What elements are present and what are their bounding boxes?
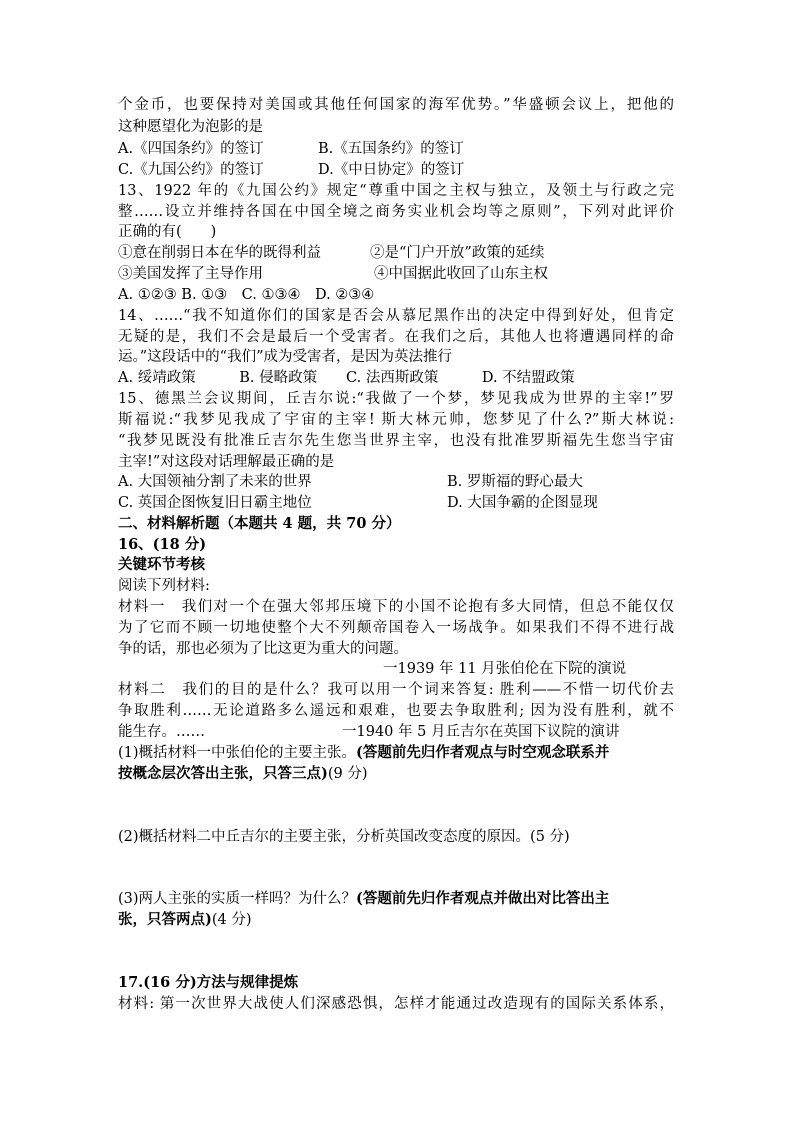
option-a: A. 大国领袖分割了未来的世界: [118, 474, 312, 490]
sub-question-3: (3)两人主张的实质一样吗？为什么？(答题前先归作者观点并做出对比答出主: [118, 890, 610, 907]
text-line: 能生存。……: [118, 724, 205, 740]
text-line: 按概念层次答出主张，只答三点)(9 分): [118, 765, 368, 782]
statement-2: ②是“门户开放”政策的延续: [370, 245, 545, 261]
text-line: 争的话，那也必须为了比这更为重大的问题。: [118, 641, 408, 657]
text-line: 阅读下列材料:: [118, 578, 210, 594]
statement-1: ①意在削弱日本在华的既得利益: [118, 245, 321, 261]
option-b: B. 罗斯福的野心最大: [447, 474, 583, 490]
question-15: 15、德黑兰会议期间，丘吉尔说:“我做了一个梦，梦见我成为世界的主宰!”罗: [118, 391, 674, 407]
question-16-heading: 16、(18 分): [118, 536, 207, 553]
answer-options: A. 绥靖政策 B. 侵略政策 C. 法西斯政策 D. 不结盟政策: [118, 370, 575, 386]
text-line: 运。”这段话中的“我们”成为受害者，是因为英法推行: [118, 349, 452, 365]
question-17-heading: 17.(16 分)方法与规律提炼: [118, 974, 299, 991]
sub-question-1: (1)概括材料一中张伯伦的主要主张。(答题前先归作者观点与时空观念联系并: [118, 744, 610, 761]
material-one: 材料一 我们对一个在强大邻邦压境下的小国不论抱有多大同情，但总不能仅仅: [118, 599, 674, 615]
subheading: 关键环节考核: [118, 556, 205, 573]
source-citation: 一1939 年 11 月张伯伦在下院的演说: [383, 661, 627, 677]
option-a: A.《四国条约》的签订: [118, 141, 264, 157]
material-two: 材料二 我们的目的是什么？我可以用一个词来答复: 胜利——不惜一切代价去: [118, 682, 674, 698]
text-line: 张，只答两点)(4 分): [118, 911, 252, 928]
statement-4: ④中国据此收回了山东主权: [374, 266, 548, 282]
text-line: 整……设立并维持各国在中国全境之商务实业机会均等之原则”，下列对此评价: [118, 204, 674, 220]
option-c: C.《九国公约》的签订: [118, 162, 264, 178]
text-line: 主宰!”对这段对话理解最正确的是: [118, 454, 335, 470]
text-line: 个金币，也要保持对美国或其他任何国家的海军优势。”华盛顿会议上，把他的: [118, 97, 674, 113]
answer-options: A. ①②③ B. ①③ C. ①③④ D. ②③④: [118, 287, 375, 303]
option-d: D.《中日协定》的签订: [318, 162, 465, 178]
source-citation: 一1940 年 5 月丘吉尔在英国下议院的演讲: [342, 724, 620, 740]
text-line: 正确的有( ): [118, 224, 217, 240]
question-14: 14、……“我不知道你们的国家是否会从慕尼黑作出的决定中得到好处，但肯定: [118, 308, 674, 324]
text-line: 斯福说:“我梦见我成了宇宙的主宰! 斯大林元帅，您梦见了什么?”斯大林说:: [118, 412, 674, 428]
option-c: C. 英国企图恢复旧日霸主地位: [118, 495, 312, 511]
question-13: 13、1922 年的《九国公约》规定“尊重中国之主权与独立，及领土与行政之完: [118, 183, 674, 199]
text-line: 无疑的是，我们不会是最后一个受害者。在我们之后，其他人也将遭遇同样的命: [118, 329, 674, 345]
text-line: 争取胜利……无论道路多么遥远和艰难，也要去争取胜利; 因为没有胜利，就不: [118, 703, 674, 719]
sub-question-2: (2)概括材料二中丘吉尔的主要主张，分析英国改变态度的原因。(5 分): [118, 829, 570, 845]
text-line: “我梦见既没有批准丘吉尔先生您当世界主宰，也没有批准罗斯福先生您当宇宙: [118, 433, 674, 449]
section-heading: 二、材料解析题（本题共 4 题，共 70 分）: [118, 515, 401, 532]
material-text: 材料: 第一次世界大战使人们深感恐惧，怎样才能通过改造现有的国际关系体系，: [118, 996, 674, 1012]
option-b: B.《五国条约》的签订: [318, 141, 464, 157]
text-line: 这种愿望化为泡影的是: [118, 119, 263, 135]
text-line: 为了它而不顾一切地使整个大不列颠帝国卷入一场战争。如果我们不得不进行战: [118, 620, 674, 636]
option-d: D. 大国争霸的企图显现: [447, 495, 598, 511]
statement-3: ③美国发挥了主导作用: [118, 266, 263, 282]
